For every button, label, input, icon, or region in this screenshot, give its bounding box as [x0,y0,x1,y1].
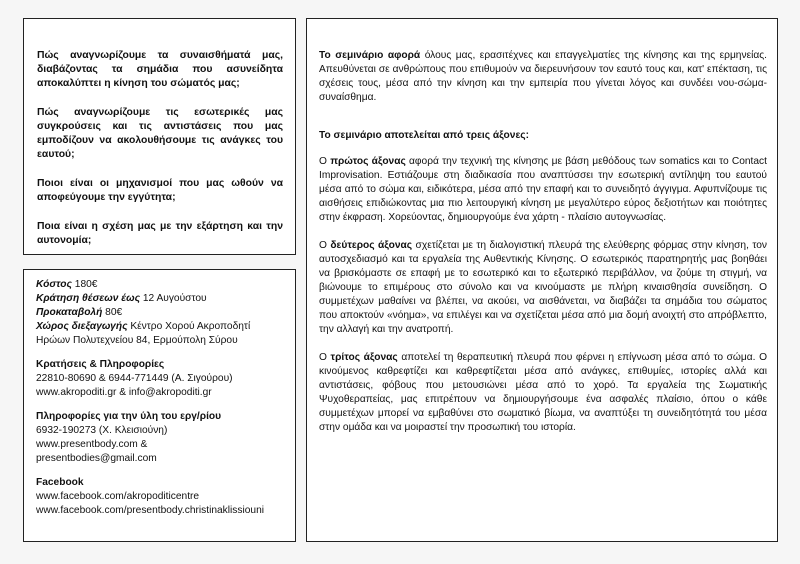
cost-label: Κόστος [36,279,72,290]
question-3: Ποιοι είναι οι μηχανισμοί που μας ωθούν να αποφεύγουμε την εγγύτητα; [37,178,283,203]
cost-value: 180€ [71,279,98,290]
axis-3-prefix: Ο [319,352,331,363]
reservations-phone: 22810-80690 & 6944-771449 (Α. Σιγούρου) [36,373,233,384]
booking-label: Κράτηση θέσεων έως [36,293,141,304]
axis-2-paragraph [319,239,767,337]
intro-bold: Το σεμινάριο αφορά [319,50,421,61]
material-header: Πληροφορίες για την ύλη του εργ/ρίου [36,411,222,422]
axis-3-text: αποτελεί τη θεραπευτική πλευρά που φέρνει η επίγνωση μέσα από το σώμα. Ο κινούμενος καθρεφτίζει και καθρεφτίζεται μέσα από ανάγκες, επιθυμίες, ιστορίες αλλά και αντιστάσεις, φόβους που μετουσιώνει μέσα από το χορό. Τα εργαλεία της Σωματικής Ψυχοθεραπείας, μας επιτρέπουν να δημιουργήσουμε ένα ασφαλές πλαίσιο, όπου ο κάθε συμμετέχων μπορεί να εμβαθύνει στο σωματικό βίωμα, να αναπτύξει τη συνειδητότητά του μέσα στην ομάδα και να μοιραστεί την προσωπική του ιστορία. [319,352,767,433]
reservations-group [36,358,285,400]
venue-value: Κέντρο Χορού Ακροποδητί [127,321,251,332]
facebook-link-2[interactable]: www.facebook.com/presentbody.christinaklissiouni [36,505,265,516]
intro-paragraph [319,49,767,105]
deposit-label: Προκαταβολή [36,307,103,318]
facebook-header: Facebook [36,477,84,488]
axis-1-text: αφορά την τεχνική της κίνησης με βάση μεθόδους των somatics και το Contact Improvisation. Εστιάζουμε στη διαδικασία που αναπτύσσει την εσωτερική αντίληψη του εαυτού μέσα από το σώμα και, ειδικότερα, μέσα από την επαφή και το συνειδητό άγγιγμα. Αφυπνίζουμε τις αισθήσεις επιδιώκοντας μια πιο λειτουργική κίνηση με μεγαλύτερο εύρος δεξιοτήτων και ποιότητες στην έκφραση. Χορεύοντας, δημιουργούμε ένα χάρτη - πλαίσιο αυτογνωσίας. [319,156,767,223]
reservations-web[interactable]: www.akropoditi.gr & info@akropoditi.gr [36,387,212,398]
axes-heading: Το σεμινάριο αποτελείται από τρεις άξονες: [319,130,529,141]
deposit-value: 80€ [102,307,123,318]
material-phone: 6932-190273 (Χ. Κλεισιούνη) [36,425,168,436]
axis-1-bold: πρώτος άξονας [330,156,406,167]
axis-1-prefix: Ο [319,156,331,167]
axis-2-text: σχετίζεται με τη διαλογιστική πλευρά της ελεύθερης φόρμας στην κίνηση, τον αυτοσχεδιασμό και τα εργαλεία της Αυθεντικής Κίνησης. Ο εσωτερικός παρατηρητής μας βοηθάει να βρισκόμαστε σε επαφή με το εσωτερικό και το εξωτερικό περιβάλλον, να ζούμε τη στιγμή, να βιώνουμε το επιμέρους στο σύνολο και να κινούμαστε με πλήρη κιναισθησία συνείδηση. Ο συμμετέχων μαθαίνει να βλέπει, να ακούει, να αισθάνεται, να διαβάζει τα σημάδια του σώματος που αποκτούν «νόημα», να επιλέγει και να σχετίζεται μέσα από μια δομή ανοιχτή στο απρόβλεπτο, την αλλαγή και την ανατροπή. [319,240,767,335]
venue-label: Χώρος διεξαγωγής [36,321,128,332]
deposit-line [36,306,285,320]
description-panel [306,18,778,542]
venue-line [36,320,285,334]
material-web[interactable]: www.presentbody.com & [36,439,148,450]
axis-3-bold: τρίτος άξονας [330,352,398,363]
question-4: Ποια είναι η σχέση μας με την εξάρτηση και την αυτονομία; [37,221,283,246]
axis-1-paragraph [319,155,767,225]
reservations-header: Κρατήσεις & Πληροφορίες [36,359,165,370]
axis-3-paragraph [319,351,767,435]
cost-line [36,278,285,292]
intro-text: όλους μας, ερασιτέχνες και επαγγελματίες της κίνησης και της ερμηνείας. Απευθύνεται σε ανθρώπους που επιθυμούν να διερευνήσουν τον εαυτό τους και, κατ' επέκταση, τις σχέσεις τους, μέσα από την κίνηση και την εμπειρία που γίνεται λόγος και συνδέει νου-σώμα-συναίσθημα. [319,50,768,103]
material-group [36,410,285,466]
info-panel [23,269,296,542]
booking-value: 12 Αυγούστου [140,293,207,304]
pricing-group [36,278,285,348]
booking-line [36,292,285,306]
venue-address: Ηρώων Πολυτεχνείου 84, Ερμούπολη Σύρου [36,335,238,346]
question-1: Πώς αναγνωρίζουμε τα συναισθήματά μας, διαβάζοντας τα σημάδια που ασυνείδητα αποκαλύπτει η κίνηση του σώματός μας; [37,50,283,89]
questions-panel [23,18,296,255]
question-2: Πώς αναγνωρίζουμε τις εσωτερικές μας συγκρούσεις και τις αντιστάσεις που μας εμποδίζουν να ακολουθήσουμε τις ανάγκες του εαυτού; [37,107,283,160]
facebook-group [36,476,285,518]
facebook-link-1[interactable]: www.facebook.com/akropoditicentre [36,491,200,502]
material-email[interactable]: presentbodies@gmail.com [36,453,157,464]
axis-2-bold: δεύτερος άξονας [330,240,413,251]
axis-2-prefix: Ο [319,240,331,251]
